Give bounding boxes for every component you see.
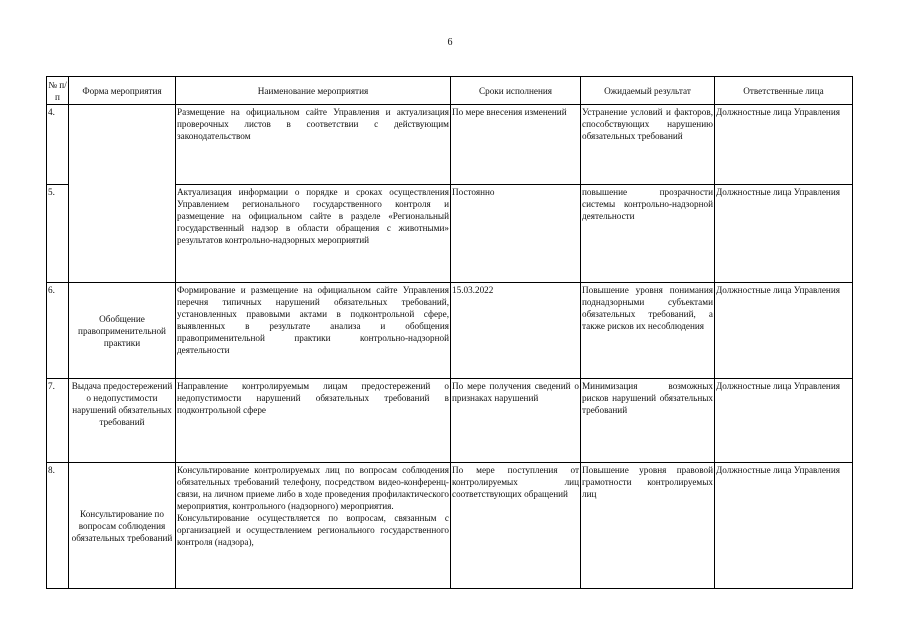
table-row (47, 283, 853, 379)
row-name: Актуализация информации о порядке и сроках осуществления Управлением регионального государственного контроля и размещение на официальном сайте в разделе «Региональный государственный надзор в области обращения с животными» результатов контрольно-надзорных мероприятий (176, 185, 451, 283)
page-number: 6 (447, 37, 453, 48)
row-num: 7. (47, 379, 69, 463)
row-name: Консультирование контролируемых лиц по вопросам соблюдения обязательных требований телефону, посредством видео-конференц-связи, на личном приеме либо в ходе проведения профилактического мероприятия, контрольного (надзорного) мероприятия. (177, 465, 449, 511)
row-resp: Должностные лица Управления (715, 105, 853, 185)
row-resp: Должностные лица Управления (715, 463, 853, 589)
row-resp: Должностные лица Управления (715, 283, 853, 379)
row-num: 4. (47, 105, 69, 185)
table-row (47, 379, 853, 463)
row-terms: Постоянно (451, 185, 581, 283)
row-name: Формирование и размещение на официальном сайте Управления перечня типичных нарушений обязательных требований, установленных правовыми актами в подконтрольной сфере, выявленных в результате анализа и обобщения правоприменительной практики контрольно-надзорной деятельности (176, 283, 451, 379)
header-form: Форма мероприятия (69, 77, 176, 105)
table-header-row (47, 77, 853, 105)
row-result: повышение прозрачности системы контрольно-надзорной деятельности (581, 185, 715, 283)
row-num: 5. (47, 185, 69, 283)
table-row (47, 105, 853, 185)
table-row (47, 463, 853, 589)
row-num: 8. (47, 463, 69, 589)
row-name: Направление контролируемым лицам предостережений о недопустимости нарушений обязательных требований в подконтрольной сфере (176, 379, 451, 463)
row-name-continued: Консультирование осуществляется по вопросам, связанным с организацией и осуществлением регионального государственного контроля (надзора), (177, 513, 449, 547)
row-result: Устранение условий и факторов, способствующих нарушению обязательных требований (581, 105, 715, 185)
row-form: Консультирование по вопросам соблюдения обязательных требований (69, 463, 176, 589)
row-form: Выдача предостережений о недопустимости нарушений обязательных требований (69, 379, 176, 463)
row-resp: Должностные лица Управления (715, 379, 853, 463)
header-result: Ожидаемый результат (581, 77, 715, 105)
row-terms: 15.03.2022 (451, 283, 581, 379)
row-terms: По мере поступления от контролируемых лиц соответствующих обращений (451, 463, 581, 589)
row-terms: По мере внесения изменений (451, 105, 581, 185)
row-form: Обобщение правоприменительной практики (69, 283, 176, 379)
measures-table (46, 76, 853, 589)
row-result: Минимизация возможных рисков нарушений обязательных требований (581, 379, 715, 463)
row-resp: Должностные лица Управления (715, 185, 853, 283)
header-terms: Сроки исполнения (451, 77, 581, 105)
header-resp: Ответственные лица (715, 77, 853, 105)
row-form (69, 105, 176, 283)
header-num: № п/п (47, 77, 69, 105)
row-result: Повышение уровня правовой грамотности контролируемых лиц (581, 463, 715, 589)
row-result: Повышение уровня понимания поднадзорными субъектами обязательных требований, а также рисков их несоблюдения (581, 283, 715, 379)
row-name: Размещение на официальном сайте Управления и актуализация проверочных листов в соответствии с действующим законодательством (176, 105, 451, 185)
row-terms: По мере получения сведений о признаках нарушений (451, 379, 581, 463)
row-num: 6. (47, 283, 69, 379)
row-name-cell (176, 463, 451, 589)
header-name: Наименование мероприятия (176, 77, 451, 105)
